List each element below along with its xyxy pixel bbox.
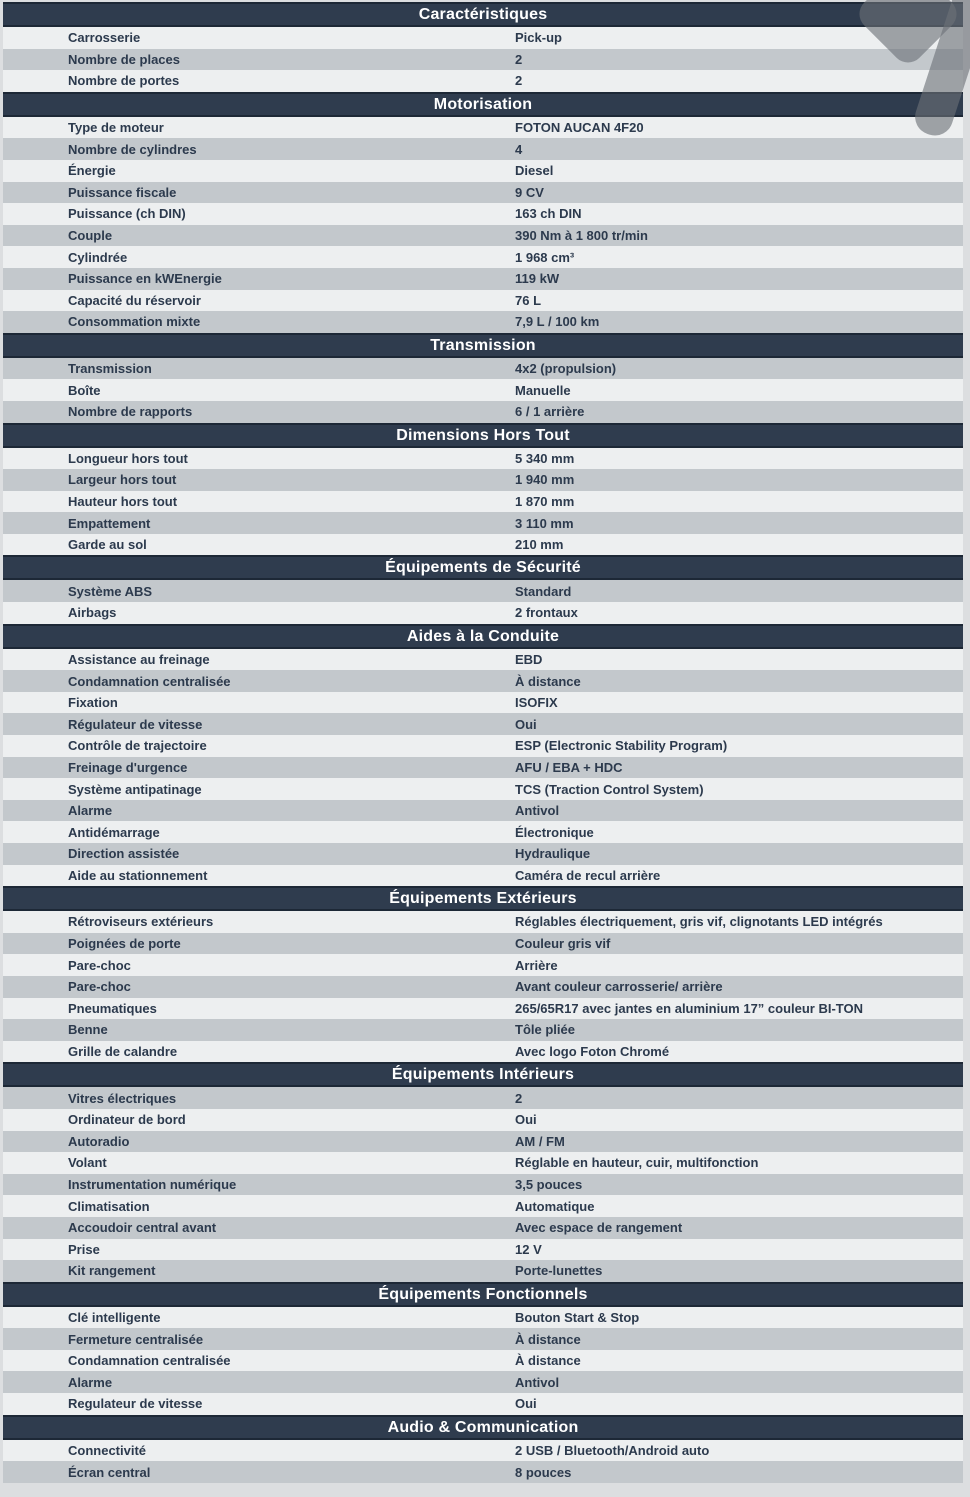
spec-label: Instrumentation numérique [68, 1177, 237, 1193]
spec-value: 8 pouces [515, 1464, 572, 1480]
spec-value: Oui [515, 1112, 537, 1128]
spec-label: Cylindrée [68, 249, 128, 265]
spec-label: Nombre de places [68, 51, 180, 67]
spec-label: Écran central [68, 1464, 151, 1480]
spec-label: Condamnation centralisée [68, 1353, 231, 1369]
spec-label: Largeur hors tout [68, 472, 177, 488]
spec-table [3, 2, 963, 1483]
spec-row [3, 670, 963, 692]
spec-label: Puissance en kWEnergie [68, 271, 222, 287]
section-header [3, 333, 963, 358]
spec-value: Avec espace de rangement [515, 1220, 683, 1236]
spec-value: 119 kW [515, 271, 560, 287]
spec-row [3, 843, 963, 865]
section-title: Équipements Extérieurs [389, 890, 577, 908]
spec-value: Arrière [515, 957, 558, 973]
spec-row [3, 778, 963, 800]
spec-label: Alarme [68, 1374, 113, 1390]
spec-label: Puissance fiscale [68, 184, 177, 200]
spec-row [3, 1328, 963, 1350]
spec-label: Accoudoir central avant [68, 1220, 217, 1236]
spec-row [3, 998, 963, 1020]
spec-label: Antidémarrage [68, 824, 160, 840]
spec-value: 163 ch DIN [515, 206, 582, 222]
spec-row [3, 469, 963, 491]
spec-value: 1 870 mm [515, 493, 575, 509]
spec-label: Carrosserie [68, 30, 141, 46]
spec-value: Couleur gris vif [515, 936, 611, 952]
spec-row [3, 1307, 963, 1329]
spec-value: 7,9 L / 100 km [515, 314, 600, 330]
spec-row [3, 800, 963, 822]
spec-row [3, 1217, 963, 1239]
spec-row [3, 1440, 963, 1462]
spec-value: 210 mm [515, 537, 564, 553]
spec-value: 12 V [515, 1241, 542, 1257]
section-title: Caractéristiques [418, 6, 548, 23]
spec-value: Réglable en hauteur, cuir, multifonction [515, 1155, 759, 1171]
spec-value: 265/65R17 avec jantes en aluminium 17” couleur BI-TON [515, 1000, 864, 1016]
spec-label: Nombre de cylindres [68, 141, 197, 157]
spec-row [3, 512, 963, 534]
spec-label: Système ABS [68, 583, 153, 599]
section-header [3, 92, 963, 117]
spec-label: Prise [68, 1241, 100, 1257]
spec-row [3, 160, 963, 182]
spec-value: 4 [515, 141, 523, 157]
spec-value: Tôle pliée [515, 1022, 575, 1038]
spec-value: Antivol [515, 803, 560, 819]
spec-row [3, 735, 963, 757]
spec-label: Transmission [68, 361, 152, 377]
section-title: Transmission [430, 336, 536, 354]
spec-label: Système antipatinage [68, 781, 202, 797]
spec-label: Hauteur hors tout [68, 493, 178, 509]
spec-row [3, 911, 963, 933]
spec-row [3, 1371, 963, 1393]
spec-row [3, 757, 963, 779]
spec-row [3, 358, 963, 380]
section-title: Équipements de Sécurité [385, 559, 581, 577]
spec-row [3, 954, 963, 976]
spec-row [3, 379, 963, 401]
spec-row [3, 290, 963, 312]
spec-label: Empattement [68, 515, 151, 531]
spec-row [3, 865, 963, 887]
section-header [3, 555, 963, 580]
spec-label: Alarme [68, 803, 113, 819]
spec-value: Réglables électriquement, gris vif, clignotants LED intégrés [515, 914, 883, 930]
spec-row [3, 49, 963, 71]
spec-value: 2 USB / Bluetooth/Android auto [515, 1442, 710, 1458]
spec-row [3, 1195, 963, 1217]
section-header [3, 1062, 963, 1087]
section-title: Équipements Intérieurs [391, 1066, 575, 1084]
spec-row [3, 534, 963, 556]
spec-row [3, 602, 963, 624]
spec-row [3, 713, 963, 735]
spec-value: Oui [515, 1396, 537, 1412]
spec-row [3, 311, 963, 333]
spec-label: Énergie [68, 163, 116, 179]
spec-label: Autoradio [68, 1133, 130, 1149]
spec-row [3, 821, 963, 843]
spec-value: Caméra de recul arrière [515, 867, 661, 883]
spec-row [3, 182, 963, 204]
spec-label: Airbags [68, 605, 117, 621]
spec-value: FOTON AUCAN 4F20 [515, 120, 644, 136]
spec-value: 390 Nm à 1 800 tr/min [515, 228, 648, 244]
spec-value: 9 CV [515, 184, 544, 200]
spec-row [3, 1041, 963, 1063]
spec-row [3, 933, 963, 955]
spec-value: 2 frontaux [515, 605, 578, 621]
spec-row [3, 1461, 963, 1483]
spec-label: Fermeture centralisée [68, 1331, 204, 1347]
spec-label: Nombre de portes [68, 73, 180, 89]
spec-value: Hydraulique [515, 846, 591, 862]
spec-value: 1 940 mm [515, 472, 575, 488]
spec-label: Pneumatiques [68, 1000, 157, 1016]
spec-row [3, 692, 963, 714]
section-title: Dimensions Hors Tout [396, 426, 570, 444]
section-header [3, 1415, 963, 1440]
spec-row [3, 138, 963, 160]
spec-value: Manuelle [515, 382, 571, 398]
spec-row [3, 117, 963, 139]
spec-value: Standard [515, 583, 572, 599]
spec-row [3, 491, 963, 513]
spec-value: TCS (Traction Control System) [515, 781, 704, 797]
spec-label: Consommation mixte [68, 314, 201, 330]
spec-value: Oui [515, 716, 537, 732]
spec-label: Vitres électriques [68, 1090, 177, 1106]
spec-value: AFU / EBA + HDC [515, 759, 623, 775]
spec-label: Garde au sol [68, 537, 147, 553]
spec-label: Fixation [68, 695, 118, 711]
spec-value: Bouton Start & Stop [515, 1309, 640, 1325]
spec-label: Poignées de porte [68, 936, 181, 952]
spec-value: ISOFIX [515, 695, 558, 711]
spec-value: Électronique [515, 824, 594, 840]
spec-value: EBD [515, 651, 543, 667]
spec-value: Pick-up [515, 30, 562, 46]
spec-row [3, 1260, 963, 1282]
spec-label: Freinage d'urgence [68, 759, 188, 775]
spec-value: 4x2 (propulsion) [515, 361, 617, 377]
spec-label: Longueur hors tout [68, 450, 188, 466]
section-header [3, 1282, 963, 1307]
section-title: Aides à la Conduite [406, 627, 560, 645]
spec-label: Connectivité [68, 1442, 147, 1458]
spec-row [3, 649, 963, 671]
spec-label: Puissance (ch DIN) [68, 206, 186, 222]
spec-label: Capacité du réservoir [68, 292, 201, 308]
spec-value: AM / FM [515, 1133, 565, 1149]
spec-row [3, 268, 963, 290]
spec-row [3, 70, 963, 92]
spec-row [3, 976, 963, 998]
spec-value: Automatique [515, 1198, 595, 1214]
spec-row [3, 1350, 963, 1372]
section-title: Équipements Fonctionnels [378, 1285, 588, 1303]
spec-value: Diesel [515, 163, 554, 179]
spec-label: Type de moteur [68, 120, 164, 136]
spec-row [3, 580, 963, 602]
section-header [3, 886, 963, 911]
spec-value: À distance [515, 1353, 581, 1369]
spec-value: Porte-lunettes [515, 1263, 603, 1279]
spec-label: Benne [68, 1022, 108, 1038]
spec-label: Grille de calandre [68, 1044, 178, 1060]
spec-value: ESP (Electronic Stability Program) [515, 738, 728, 754]
spec-value: 6 / 1 arrière [515, 404, 585, 420]
spec-label: Pare-choc [68, 957, 131, 973]
spec-row [3, 225, 963, 247]
spec-row [3, 1019, 963, 1041]
spec-value: 76 L [515, 292, 542, 308]
spec-label: Volant [68, 1155, 107, 1171]
section-header [3, 2, 963, 27]
spec-value: À distance [515, 1331, 581, 1347]
spec-label: Climatisation [68, 1198, 150, 1214]
spec-value: 3,5 pouces [515, 1177, 583, 1193]
spec-value: À distance [515, 673, 581, 689]
spec-label: Régulateur de vitesse [68, 716, 203, 732]
section-header [3, 624, 963, 649]
spec-row [3, 1152, 963, 1174]
spec-row [3, 1239, 963, 1261]
spec-row [3, 1393, 963, 1415]
spec-row [3, 1109, 963, 1131]
spec-value: 2 [515, 73, 523, 89]
section-header [3, 423, 963, 448]
spec-label: Ordinateur de bord [68, 1112, 186, 1128]
spec-row [3, 1087, 963, 1109]
section-title: Audio & Communication [387, 1418, 579, 1436]
spec-value: 1 968 cm³ [515, 249, 575, 265]
spec-label: Contrôle de trajectoire [68, 738, 207, 754]
spec-label: Aide au stationnement [68, 867, 208, 883]
spec-row [3, 1131, 963, 1153]
spec-label: Nombre de rapports [68, 404, 193, 420]
spec-label: Clé intelligente [68, 1309, 161, 1325]
spec-row [3, 246, 963, 268]
spec-value: 3 110 mm [515, 515, 574, 531]
spec-value: 2 [515, 51, 523, 67]
spec-row [3, 203, 963, 225]
spec-label: Direction assistée [68, 846, 180, 862]
spec-label: Assistance au freinage [68, 651, 210, 667]
spec-value: Avant couleur carrosserie/ arrière [515, 979, 723, 995]
spec-label: Pare-choc [68, 979, 131, 995]
section-title: Motorisation [433, 95, 533, 113]
spec-value: 5 340 mm [515, 450, 575, 466]
spec-label: Rétroviseurs extérieurs [68, 914, 214, 930]
spec-value: Antivol [515, 1374, 560, 1390]
spec-row [3, 448, 963, 470]
spec-label: Regulateur de vitesse [68, 1396, 203, 1412]
spec-row [3, 401, 963, 423]
spec-label: Kit rangement [68, 1263, 156, 1279]
spec-label: Condamnation centralisée [68, 673, 231, 689]
spec-row [3, 27, 963, 49]
spec-value: 2 [515, 1090, 523, 1106]
spec-label: Boîte [68, 382, 101, 398]
spec-value: Avec logo Foton Chromé [515, 1044, 670, 1060]
spec-label: Couple [68, 228, 113, 244]
spec-row [3, 1174, 963, 1196]
